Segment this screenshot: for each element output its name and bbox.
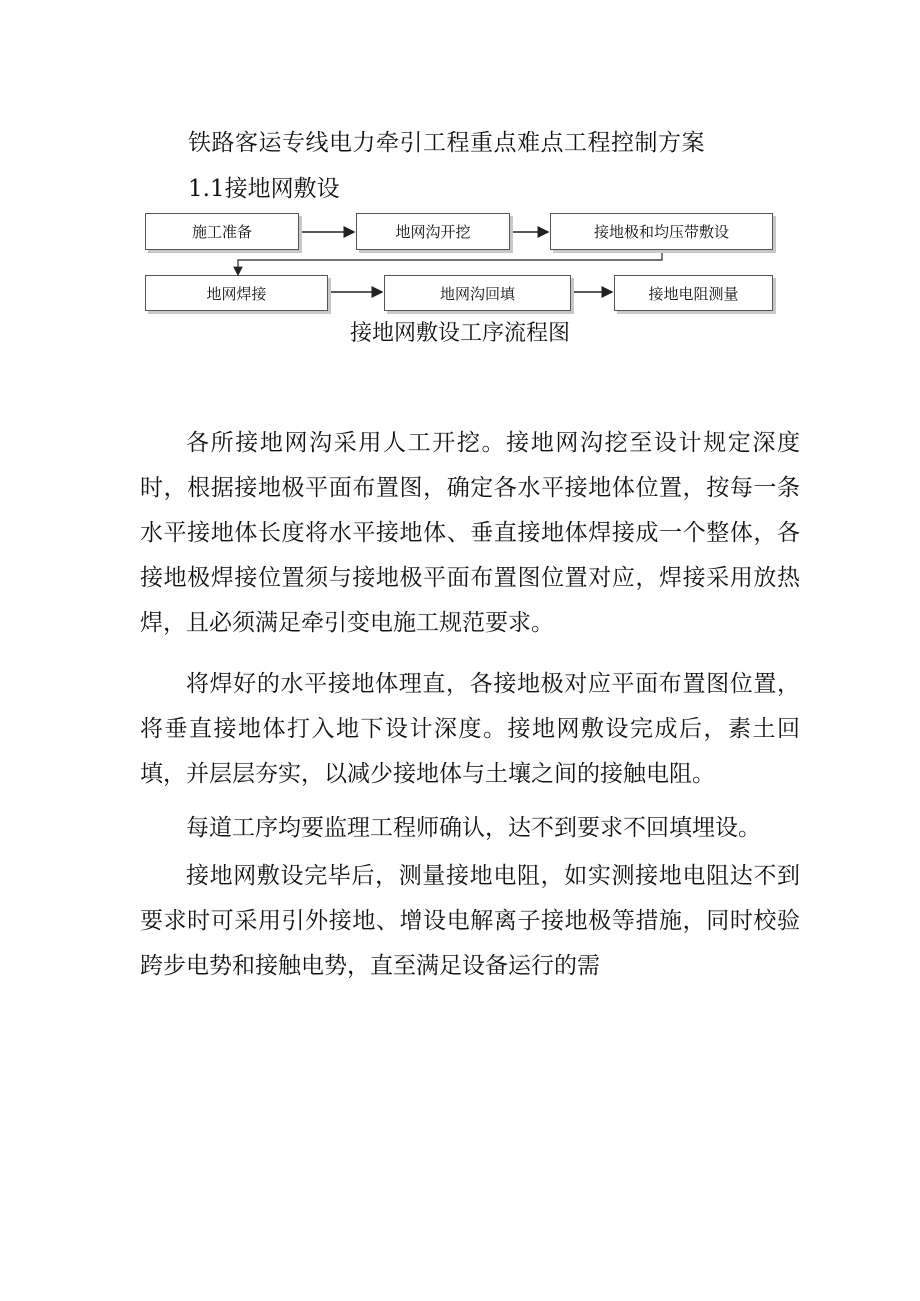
paragraph-3: 每道工序均要监理工程师确认，达不到要求不回填埋设。	[186, 815, 761, 841]
flow-step-5: 地网沟回填	[384, 275, 571, 311]
flow-step-1: 施工准备	[145, 213, 299, 250]
flow-step-2: 地网沟开挖	[356, 213, 510, 250]
flow-step-4: 地网焊接	[145, 275, 328, 311]
flow-step-6: 接地电阻测量	[614, 275, 773, 311]
arrow-3-to-4	[238, 250, 662, 275]
paragraph-2: 将焊好的水平接地体理直，各接地极对应平面布置图位置，将垂直接地体打入地下设计深度。接地网敷设完成后，素土回填，并层层夯实，以减少接地体与土壤之间的接触电阻。	[140, 671, 800, 787]
paragraph-1: 各所接地网沟采用人工开挖。接地网沟挖至设计规定深度时，根据接地极平面布置图，确定各水平接地体位置，按每一条水平接地体长度将水平接地体、垂直接地体焊接成一个整体，各接地极焊接位置须与接地极平面布置图位置对应，焊接采用放热焊，且必须满足牵引变电施工规范要求。	[140, 430, 800, 636]
flowchart	[0, 0, 920, 330]
figure-caption: 接地网敷设工序流程图	[349, 321, 570, 346]
paragraph-4: 接地网敷设完毕后，测量接地电阻，如实测接地电阻达不到要求时可采用引外接地、增设电解离子接地极等措施，同时校验跨步电势和接触电势，直至满足设备运行的需	[140, 863, 800, 979]
flow-step-3: 接地极和均压带敷设	[550, 213, 773, 250]
document-title: 铁路客运专线电力牵引工程重点难点工程控制方案	[188, 130, 705, 156]
section-heading: 1.1接地网敷设	[188, 176, 340, 202]
